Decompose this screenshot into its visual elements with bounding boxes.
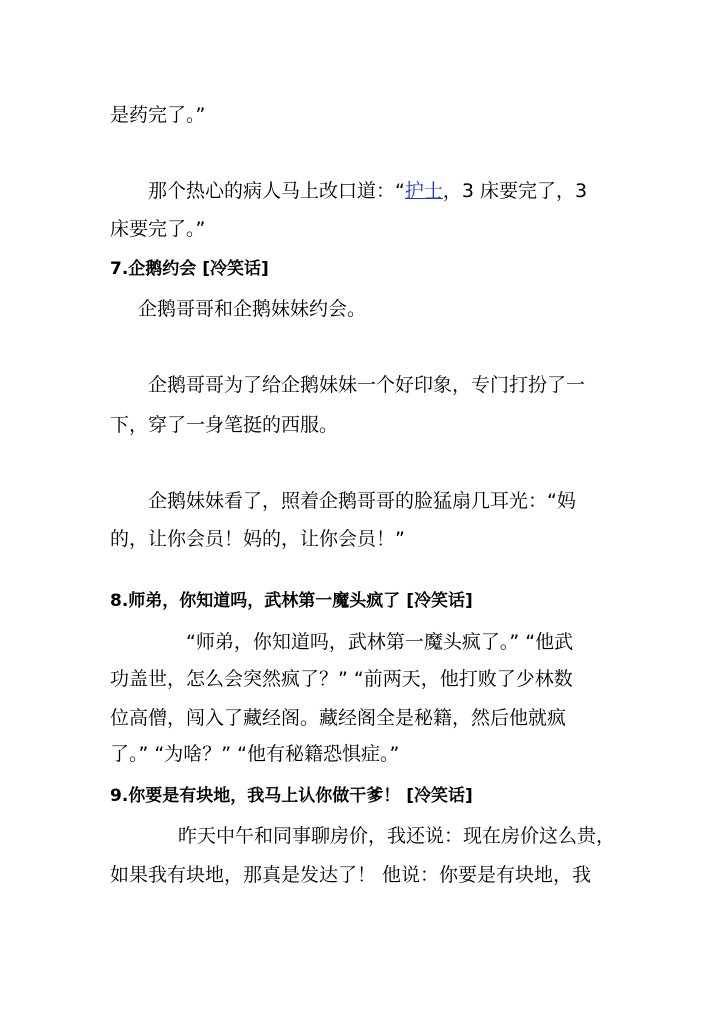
paragraph-line: 如果我有块地，那真是发达了！ 他说：你要是有块地，我 bbox=[110, 864, 592, 886]
section-heading-8: 8.师弟，你知道吗，武林第一魔头疯了 [冷笑话] bbox=[110, 591, 473, 611]
paragraph-line: 床要完了。” bbox=[110, 218, 206, 240]
text-segment: ，3 床要完了，3 bbox=[442, 180, 588, 202]
paragraph-line: 昨天中午和同事聊房价，我还说：现在房价这么贵， bbox=[178, 825, 616, 847]
paragraph-line: 位高僧，闯入了藏经阁。藏经阁全是秘籍，然后他就疯 bbox=[110, 707, 567, 729]
paragraph-line: 下，穿了一身笔挺的西服。 bbox=[110, 414, 339, 436]
section-heading-9: 9.你要是有块地，我马上认你做干爹！ [冷笑话] bbox=[110, 786, 473, 806]
paragraph-line: 的，让你会员！妈的，让你会员！” bbox=[110, 528, 405, 550]
paragraph-line bbox=[148, 178, 587, 204]
paragraph-line: 企鹅哥哥和企鹅妹妹约会。 bbox=[138, 298, 367, 320]
paragraph-line: 功盖世，怎么会突然疯了？” “前两天，他打败了少林数 bbox=[110, 668, 573, 690]
paragraph-line: “师弟，你知道吗，武林第一魔头疯了。” “他武 bbox=[186, 631, 574, 653]
section-heading-7: 7.企鹅约会 [冷笑话] bbox=[110, 259, 269, 279]
paragraph-line: 企鹅妹妹看了，照着企鹅哥哥的脸猛扇几耳光：“妈 bbox=[148, 490, 576, 512]
paragraph-line: 了。” “为啥？” “他有秘籍恐惧症。” bbox=[110, 743, 400, 765]
paragraph-line: 是药完了。” bbox=[110, 104, 206, 126]
paragraph-line: 企鹅哥哥为了给企鹅妹妹一个好印象，专门打扮了一 bbox=[148, 374, 586, 396]
text-segment: 那个热心的病人马上改口道：“ bbox=[148, 180, 405, 202]
nurse-link[interactable]: 护士 bbox=[404, 180, 443, 202]
